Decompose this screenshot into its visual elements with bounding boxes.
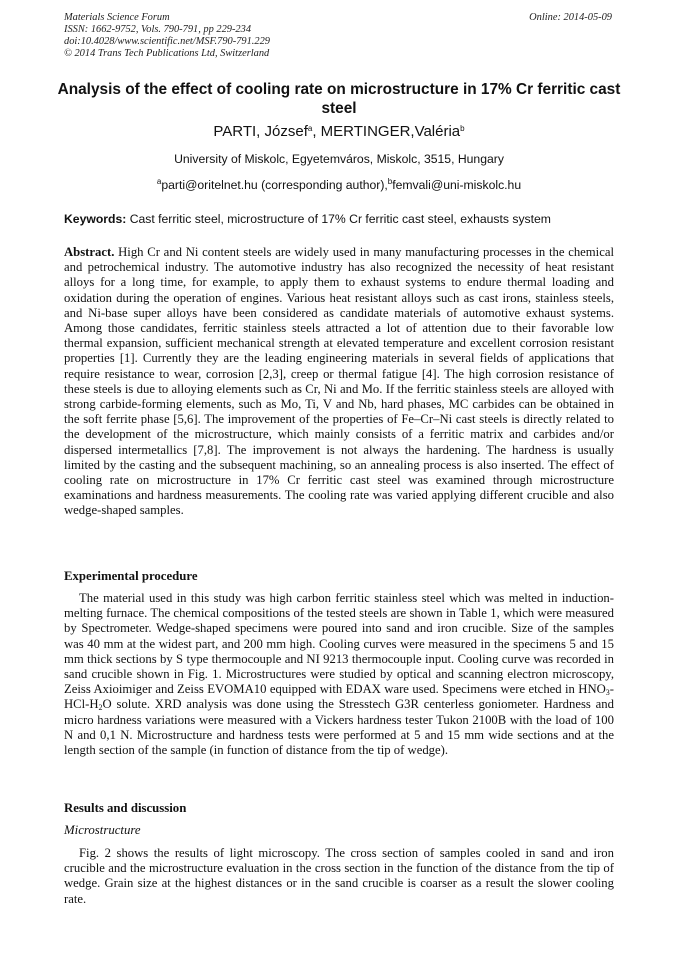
email-b-mark: b xyxy=(387,177,393,186)
keywords-text: Cast ferritic steel, microstructure of 17% Cr ferritic cast steel, exhausts system xyxy=(126,212,551,226)
experimental-paragraph xyxy=(64,591,614,758)
online-date: Online: 2014-05-09 xyxy=(529,12,612,23)
author-2: MERTINGER,Valéria xyxy=(320,123,461,140)
keywords-label: Keywords: xyxy=(64,212,127,226)
email-a: parti@oritelnet.hu (corresponding author), xyxy=(161,178,388,192)
subscript-3: 3 xyxy=(605,688,610,698)
paper-title: Analysis of the effect of cooling rate on microstructure in 17% Cr ferritic cast steel xyxy=(57,81,621,117)
publication-header xyxy=(64,12,612,60)
subscript-2: 2 xyxy=(98,703,103,713)
abstract-label: Abstract. xyxy=(64,245,115,259)
keywords xyxy=(64,212,624,227)
author-list xyxy=(40,123,638,141)
author-1: PARTI, József xyxy=(213,123,308,140)
affiliation: University of Miskolc, Egyetemváros, Miskolc, 3515, Hungary xyxy=(174,152,504,166)
experimental-text-1: The material used in this study was high carbon ferritic stainless steel which was melted in induction-melting furnace. The chemical compositions of the tested steels are shown in Table 1, which were measured by Spectrometer. Wedge-shaped specimens were poured into sand and iron crucible. Size of the samples was 40 mm at the widest part, and 200 mm high. Cooling curves were measured in the specimens 5 and 15 mm thick sections by S type thermocouple and NI 9213 thermocouple input. Cooling curve was recorded in sand crucible shown in Fig. 1. Microstructures were studied by optical and scanning electron microscopy, Zeiss Axioimiger and Zeiss EVOMA10 equipped with EDAX ware used. Specimens were etched in HNO xyxy=(64,591,614,697)
results-paragraph: Fig. 2 shows the results of light microscopy. The cross section of samples cooled in sand and iron crucible and the microstructure evaluation in the cross section in the function of the distance from the tip of wedge. Grain size at the highest distances or in the sand crucible is coarser as a result the slower cooling rate. xyxy=(64,846,614,906)
abstract-text: High Cr and Ni content steels are widely used in many manufacturing processes in the chemical and petrochemical industry. The automotive industry has also recognized the necessity of heat resistant alloys for a long time, for example, to apply them to exhaust systems to endure thermal loading and oxidation during the operation of engines. Various heat resistant alloys such as cast irons, stainless steels, and Ni-base super alloys have been considered as candidate materials of automotive exhaust systems. Among those candidates, ferritic stainless steels attracted a lot of attention due to their favorable low thermal expansion, sufficient mechanical strength at elevated temperature and excellent corrosion resistant properties [1]. Currently they are the leading engineering materials in several fields of applications that require resistance to wear, corrosion [2,3], creep or thermal fatigue [4]. The high corrosion resistance of these steels is due to alloying elements such as Cr, Ni and Mo. If the ferritic stainless steels are alloyed with strong carbide-forming elements, such as Mo, Ti, V and Nb, hard phases, MC carbides can be obtained in the soft ferrite phase [5,6]. The improvement of the properties of Fe–Cr–Ni cast steels is directly related to the development of the microstructure, which mainly consists of a ferritic matrix and carbides and/or dispersed intermetallics [7,8]. The improvement is not always the hardening. The hardness is usually limited by the casting and the subsequent machining, so an annealing process is also inserted. The effect of cooling rate on microstructure in 17% Cr ferritic cast steel was examined through microstructure examinations and hardness measurements. The cooling rate was varied applying different crucible and also wedge-shaped samples. xyxy=(64,245,614,518)
experimental-text-3: O solute. XRD analysis was done using the Stresstech G3R centerless goniometer. Hardness and micro hardness variations were measured with a Vickers hardness tester Tukon 2100B with the load of 100 N and 0,1 N. Microstructure and hardness tests were performed at 5 and 15 mm wide sections and at the length section of the sample (in function of distance from the tip of wedge). xyxy=(64,697,614,758)
microstructure-subheading: Microstructure xyxy=(64,823,141,837)
author-2-affil-mark: b xyxy=(460,124,465,133)
email-b: femvali@uni-miskolc.hu xyxy=(392,178,522,192)
email-a-mark: a xyxy=(156,177,162,186)
author-separator: , xyxy=(312,123,321,140)
issn-line: ISSN: 1662-9752, Vols. 790-791, pp 229-234 xyxy=(64,24,252,35)
author-1-affil-mark: a xyxy=(307,124,313,133)
copyright-line: © 2014 Trans Tech Publications Ltd, Switzerland xyxy=(64,48,270,59)
experimental-heading: Experimental procedure xyxy=(64,569,198,583)
abstract xyxy=(64,245,614,519)
experimental-text-2: - HCl-H xyxy=(64,682,614,712)
author-emails xyxy=(40,178,638,193)
results-heading: Results and discussion xyxy=(64,801,187,815)
doi-line: doi:10.4028/www.scientific.net/MSF.790-791.229 xyxy=(64,36,270,47)
journal-name: Materials Science Forum xyxy=(64,12,170,23)
